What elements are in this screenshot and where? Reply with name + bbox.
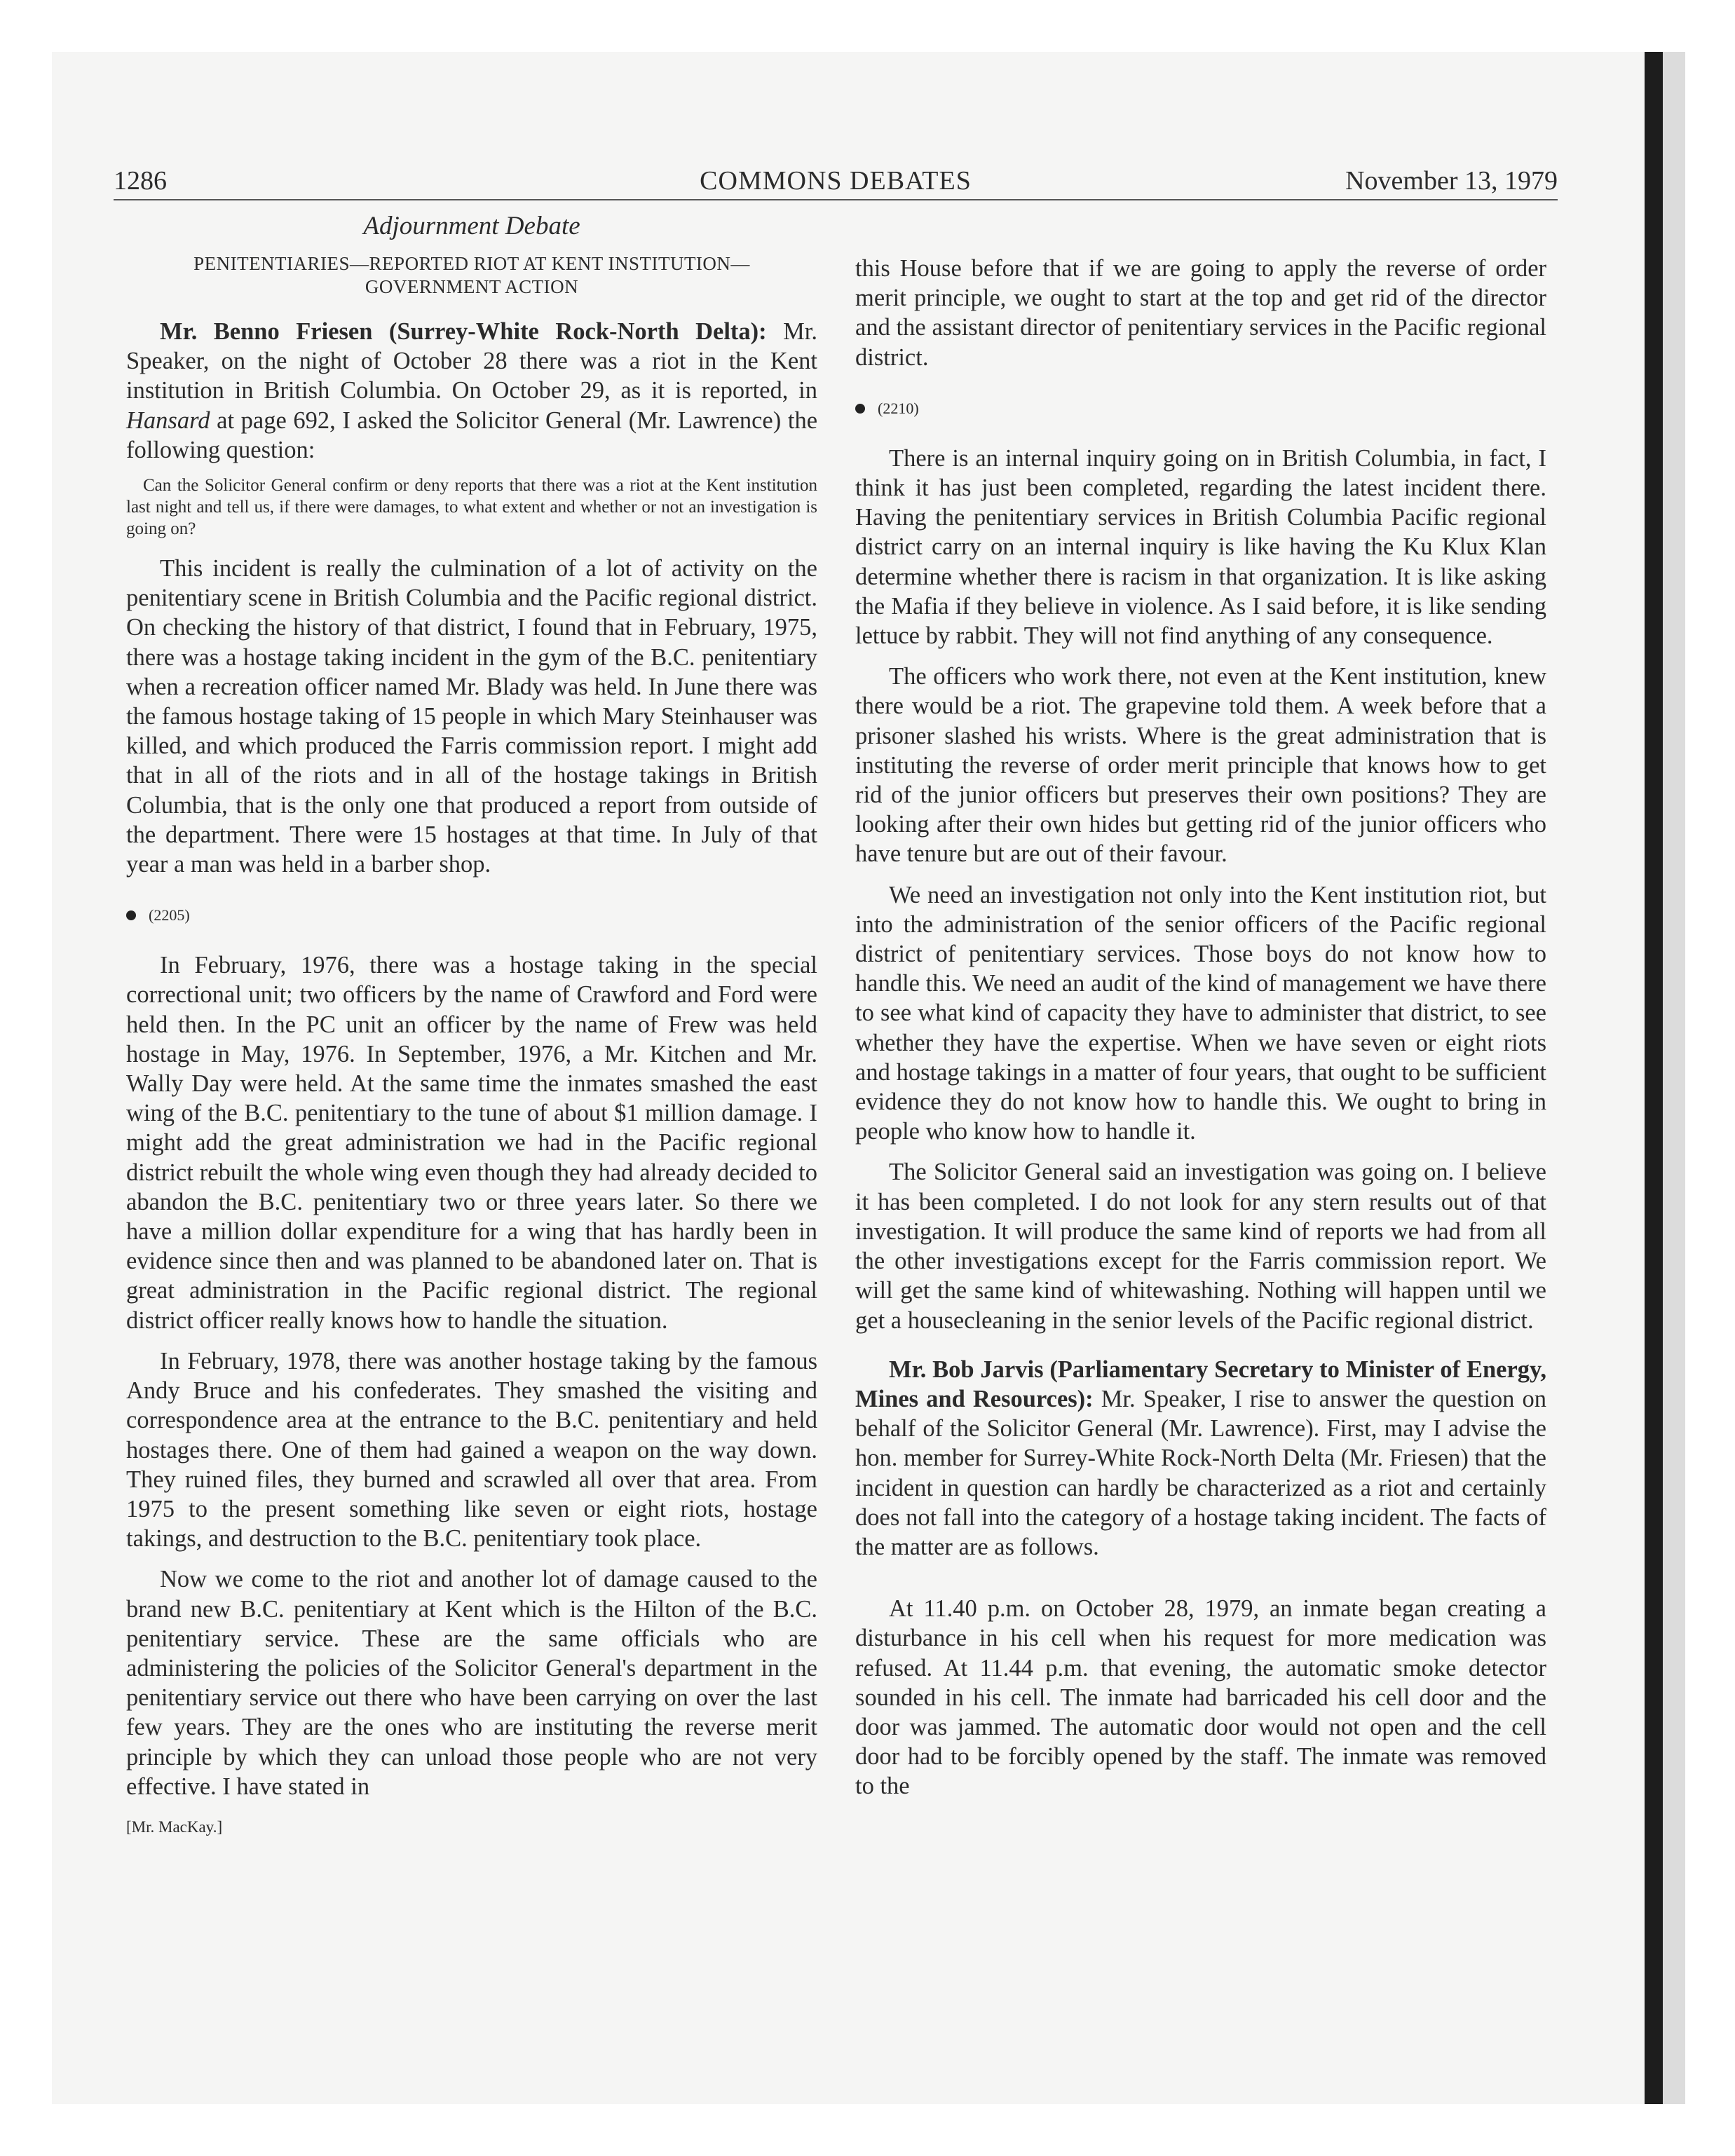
speech-paragraph: The officers who work there, not even at the Kent institution, knew there would be a riot. The grapevine told them. A week before that a prisoner slashed his wrists. Where is the great administration that is instituting the reverse of order merit principle that knows how to get rid of the junior officers but preserves their own positions? They are looking after their own hides but getting rid of the junior officers who have tenure but are out of their favour. (855, 663, 1546, 868)
time-marker: (2205) (126, 901, 817, 929)
speech-paragraph: Now we come to the riot and another lot of damage caused to the brand new B.C. penitentiary at Kent which is the Hilton of the B.C. penitentiary service. These are the same officials who are administering the policies of the Solicitor General's department in the penitentiary service out there who have been carrying on over the last few years. They are the ones who are instituting the reverse merit principle by which they can unload those people who are not very effective. I have stated in (126, 1566, 817, 1800)
speech-paragraph: In February, 1976, there was a hostage taking in the special correctional unit; two officers by the name of Crawford and Ford were held then. In the PC unit an officer by the name of Frew was held hostage in May, 1976. In September, 1976, a Mr. Kitchen and Mr. Wally Day were held. At the same time the inmates smashed the east wing of the B.C. penitentiary to the tune of about $1 million damage. I might add the great administration we had in the Pacific regional district rebuilt the whole wing even though they had already decided to abandon the B.C. penitentiary two or three years later. So there we have a million dollar expenditure for a wing that has hardly been in evidence since then and was planned to be abandoned later on. That is great administration in the Pacific regional district. The regional district officer really knows how to handle the situation. (126, 952, 817, 1334)
speech-paragraph: this House before that if we are going to apply the reverse of order merit principle, we ought to start at the top and get rid of the director and the assistant director of penitentiary services in the Pacific regional district. (855, 255, 1546, 371)
bullet-icon (126, 910, 136, 920)
issue-date: November 13, 1979 (1345, 166, 1558, 196)
binding-spine (1645, 52, 1663, 2104)
section-title: Adjournment Debate (363, 212, 580, 240)
left-column (126, 210, 817, 1839)
footnote: [Mr. MacKay.] (126, 1817, 223, 1836)
binding-edge (1663, 52, 1685, 2104)
speech-paragraph: The Solicitor General said an investigation was going on. I believe it has been completed. I do not look for any stern results out of that investigation. It will produce the same kind of reports we had from all the other investigations except for the Farris commission report. We will get the same kind of whitewashing. Nothing will happen until we get a housecleaning in the senior levels of the Pacific regional district. (855, 1159, 1546, 1334)
header-rule (114, 199, 1558, 200)
time-marker: (2210) (855, 395, 1546, 423)
page-header (114, 163, 1558, 199)
spacer (855, 1562, 1546, 1594)
publication-title: COMMONS DEBATES (700, 166, 972, 196)
speaker-name: Mr. Benno Friesen (Surrey-White Rock-North Delta): (160, 318, 767, 345)
right-column (855, 254, 1546, 1801)
hansard-reference: Hansard (126, 407, 210, 434)
speech-paragraph: At 11.40 p.m. on October 28, 1979, an inmate began creating a disturbance in his cell when his request for more medication was refused. At 11.44 p.m. that evening, the automatic smoke detector sounded in his cell. The inmate had barricaded his cell door and the door was jammed. The automatic door would not open and the cell door had to be forcibly opened by the staff. The inmate was removed to the (855, 1595, 1546, 1800)
speech-paragraph: In February, 1978, there was another hostage taking by the famous Andy Bruce and his confederates. They smashed the visiting and correspondence area at the entrance to the B.C. penitentiary and held hostages there. One of them had gained a weapon on the way down. They ruined files, they burned and scrawled all over that area. From 1975 to the present something like seven or eight riots, hostage takings, and destruction to the B.C. penitentiary took place. (126, 1347, 817, 1553)
bullet-icon (855, 404, 865, 414)
speech-paragraph: We need an investigation not only into the Kent institution riot, but into the administration of the senior officers of the Pacific regional district of penitentiary services. Those boys do not know how to handle this. We need an audit of the kind of management we have there to see what kind of capacity they have to administer that district, to see whether they have the expertise. When we have seven or eight riots and hostage takings in a matter of four years, that ought to be sufficient evidence they do not know how to handle this. We ought to bring in people who know how to handle it. (855, 881, 1546, 1145)
section-subheading: PENITENTIARIES—REPORTED RIOT AT KENT INSTITUTION—GOVERNMENT ACTION (193, 253, 750, 297)
speaker-name: Mr. Bob Jarvis (Parliamentary Secretary to Minister of Energy, Mines and Resources): (855, 1356, 1546, 1412)
speech-paragraph: Mr. Bob Jarvis (Parliamentary Secretary to Minister of Energy, Mines and Resources): Mr. Speaker, I rise to answer the question on behalf of the Solicitor General (Mr. Lawrence). First, may I advise the hon. member for Surrey-White Rock-North Delta (Mr. Friesen) that the incident in question can hardly be characterized as a riot and certainly does not fall into the category of a hostage taking incident. The facts of the matter are as follows. (855, 1356, 1546, 1560)
page-number: 1286 (114, 166, 167, 196)
speech-paragraph: Mr. Benno Friesen (Surrey-White Rock-North Delta): Mr. Speaker, on the night of October 28 there was a riot in the Kent institution in British Columbia. On October 29, as it is reported, in Hansard at page 692, I asked the Solicitor General (Mr. Lawrence) the following question: (126, 318, 818, 463)
quoted-question: Can the Solicitor General confirm or deny reports that there was a riot at the Kent institution last night and tell us, if there were damages, to what extent and whether or not an investigation is going on? (126, 476, 817, 539)
speech-paragraph: There is an internal inquiry going on in British Columbia, in fact, I think it has just been completed, regarding the latest incident there. Having the penitentiary services in British Columbia Pacific regional district carry on an internal inquiry is like having the Ku Klux Klan determine whether there is racism in that organization. It is like asking the Mafia if they believe in violence. As I said before, it is like sending lettuce by rabbit. They will not find anything of any consequence. (855, 444, 1546, 650)
speech-paragraph: This incident is really the culmination of a lot of activity on the penitentiary scene in British Columbia and the Pacific regional district. On checking the history of that district, I found that in February, 1975, there was a hostage taking incident in the gym of the B.C. penitentiary when a recreation officer named Mr. Blady was held. In June there was the famous hostage taking of 15 people in which Mary Steinhauser was killed, and which produced the Farris commission report. I might add that in all of the riots and in all of the hostage takings in British Columbia, that is the only one that produced a report from outside of the department. There were 15 hostages at that time. In July of that year a man was held in a barber shop. (126, 555, 817, 878)
